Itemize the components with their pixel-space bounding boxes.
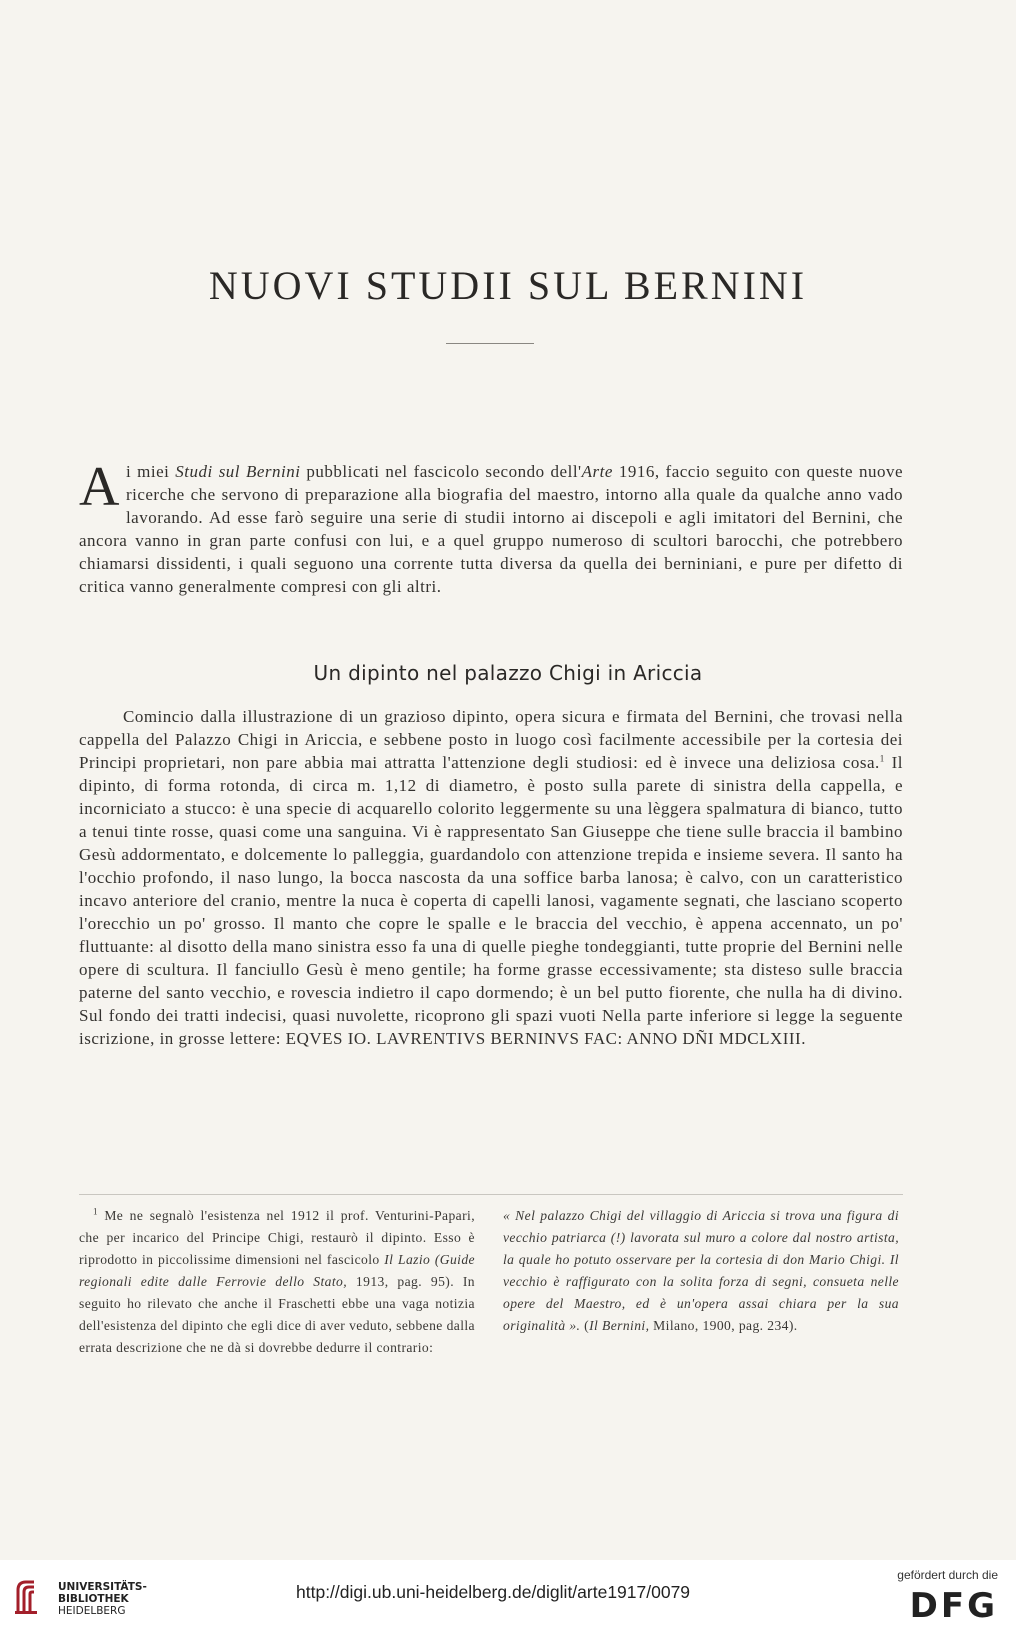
section-heading: Un dipinto nel palazzo Chigi in Ariccia (313, 661, 703, 685)
title-citation: Studi sul Bernini (175, 462, 301, 481)
intro-paragraph: Ai miei Studi sul Bernini pubblicati nel fascicolo secondo dell'Arte 1916, faccio seguito con queste nuove ricerche che servono di preparazione alla biografia del maestro, intorno alla quale da qualche anno vado lavorando. Ad esse farò seguire una serie di studii intorno ai discepoli e agli imitatori del Bernini, che ancora vanno in gran parte confusi con lui, e a quel gruppo numeroso di scultori barocchi, che potrebbero chiamarsi dissidenti, i quali seguono una corrente tutta diversa da quella dei berniniani, e pure per difetto di critica vanno generalmente compresi con gli altri. (79, 456, 903, 596)
funded-by-label: gefördert durch die (897, 1568, 998, 1582)
footnote-ref[interactable]: 1 (879, 753, 885, 764)
footnote-left-column: $^1$ Me ne segnalò l'esistenza nel 1912 il prof. Venturini-Papari, che per incarico del Principe Chigi, restaurò il dipinto. Esso è riprodotto in piccolissime dimensioni nel fascicolo Il Lazio (Guide regionali edite dalle Ferrovie dello Stato, 1913, pag. 95). In seguito ho rilevato che anche il Fraschetti ebbe una vaga notizia dell'esistenza del dipinto che egli dice di aver veduto, sebbene dalla errata descrizione che ne dà si dovrebbe dedurre il contrario: (79, 1206, 475, 1355)
body-paragraph: Comincio dalla illustrazione di un grazioso dipinto, opera sicura e firmata del Bernini, che trovasi nella cappella del Palazzo Chigi in Ariccia, e sebbene posto in luogo così facilmente accessibile per la cortesia dei Principi proprietari, non pare abbia mai attratta l'attenzione degli studiosi: ed è invece una deliziosa cosa.$^1$ Il dipinto, di forma rotonda, di circa m. 1,12 di diametro, è posto sulla parete di sinistra della cappella, e incorniciato a stucco: è una specie di acquarello colorito leggermente su una lèggera spalmatura di bianco, tutto a tenui tinte rosse, quasi come una sanguina. Vi è rappresentato San Giuseppe che tiene sulle braccia il bambino Gesù addormentato, e dolcemente lo palleggia, guardandolo con attenzione trepida e insieme severa. Il santo ha l'occhio profondo, il naso lungo, la bocca nascosta da una soffice barba lanosa; è calvo, con un caratteristico incavo anteriore del cranio, mentre la nuca è coperta di capelli lanosi, vagamente segnati, che lasciano scoperto l'orecchio un po' grosso. Il manto che copre le spalle e le braccia del vecchio, è appena accennato, un po' fluttuante: al disotto della mano sinistra esso fa una di quelle pieghe tondeggianti, tutte proprie del Bernini nelle opere di scultura. Il fanciullo Gesù è meno gentile; ha forme grasse eccessivamente; sta disteso sulle braccia paterne del santo vecchio, e rovescia indietro il capo dormendo; è un bel putto fiorente, che nulla ha di divino. Sul fondo dei tratti indecisi, quasi nuvolette, ricoprono gli spazi vuoti Nella parte inferiore si legge la seguente iscrizione, in grosse lettere: EQVES IO. LAVRENTIVS BERNINVS FAC: ANNO DÑI MDCLXIII. (79, 707, 904, 1048)
university-library-logo-icon[interactable] (12, 1578, 52, 1616)
footnote-right-column: « Nel palazzo Chigi del villaggio di Ariccia si trova una figura di vecchio patriarca (!) lavorata sul muro a colore dal nostro artista, la quale ho potuto osservare per la cortesia di don Mario Chigi. Il vecchio è raffigurato con la solita forza di segni, consueta nelle opere del Maestro, ed è un'opera assai chiara per la sua originalità ». (Il Bernini, Milano, 1900, pag. 234). (503, 1208, 899, 1333)
drop-cap: A (79, 456, 120, 518)
viewer-footer (0, 1560, 1016, 1634)
university-library-name: UNIVERSITÄTS- BIBLIOTHEK HEIDELBERG (58, 1581, 147, 1617)
journal-citation: Arte (581, 462, 613, 481)
article-title: NUOVI STUDII SUL BERNINI (208, 263, 808, 308)
footnote-separator (79, 1194, 903, 1195)
dfg-logo[interactable]: DFG (909, 1586, 998, 1626)
footnote-marker: 1 (93, 1206, 98, 1217)
source-url-link[interactable]: http://digi.ub.uni-heidelberg.de/diglit/arte1917/0079 (296, 1582, 691, 1602)
quotation: « Nel palazzo Chigi del villaggio di Ariccia si trova una figura di vecchio patriarca (!) lavorata sul muro a colore dal nostro artista, la quale ho potuto osservare per la cortesia di don Mario Chigi. Il vecchio è raffigurato con la solita forza di segni, consueta nelle opere del Maestro, ed è un'opera assai chiara per la sua originalità ». (503, 1208, 899, 1333)
title-divider (446, 343, 534, 344)
